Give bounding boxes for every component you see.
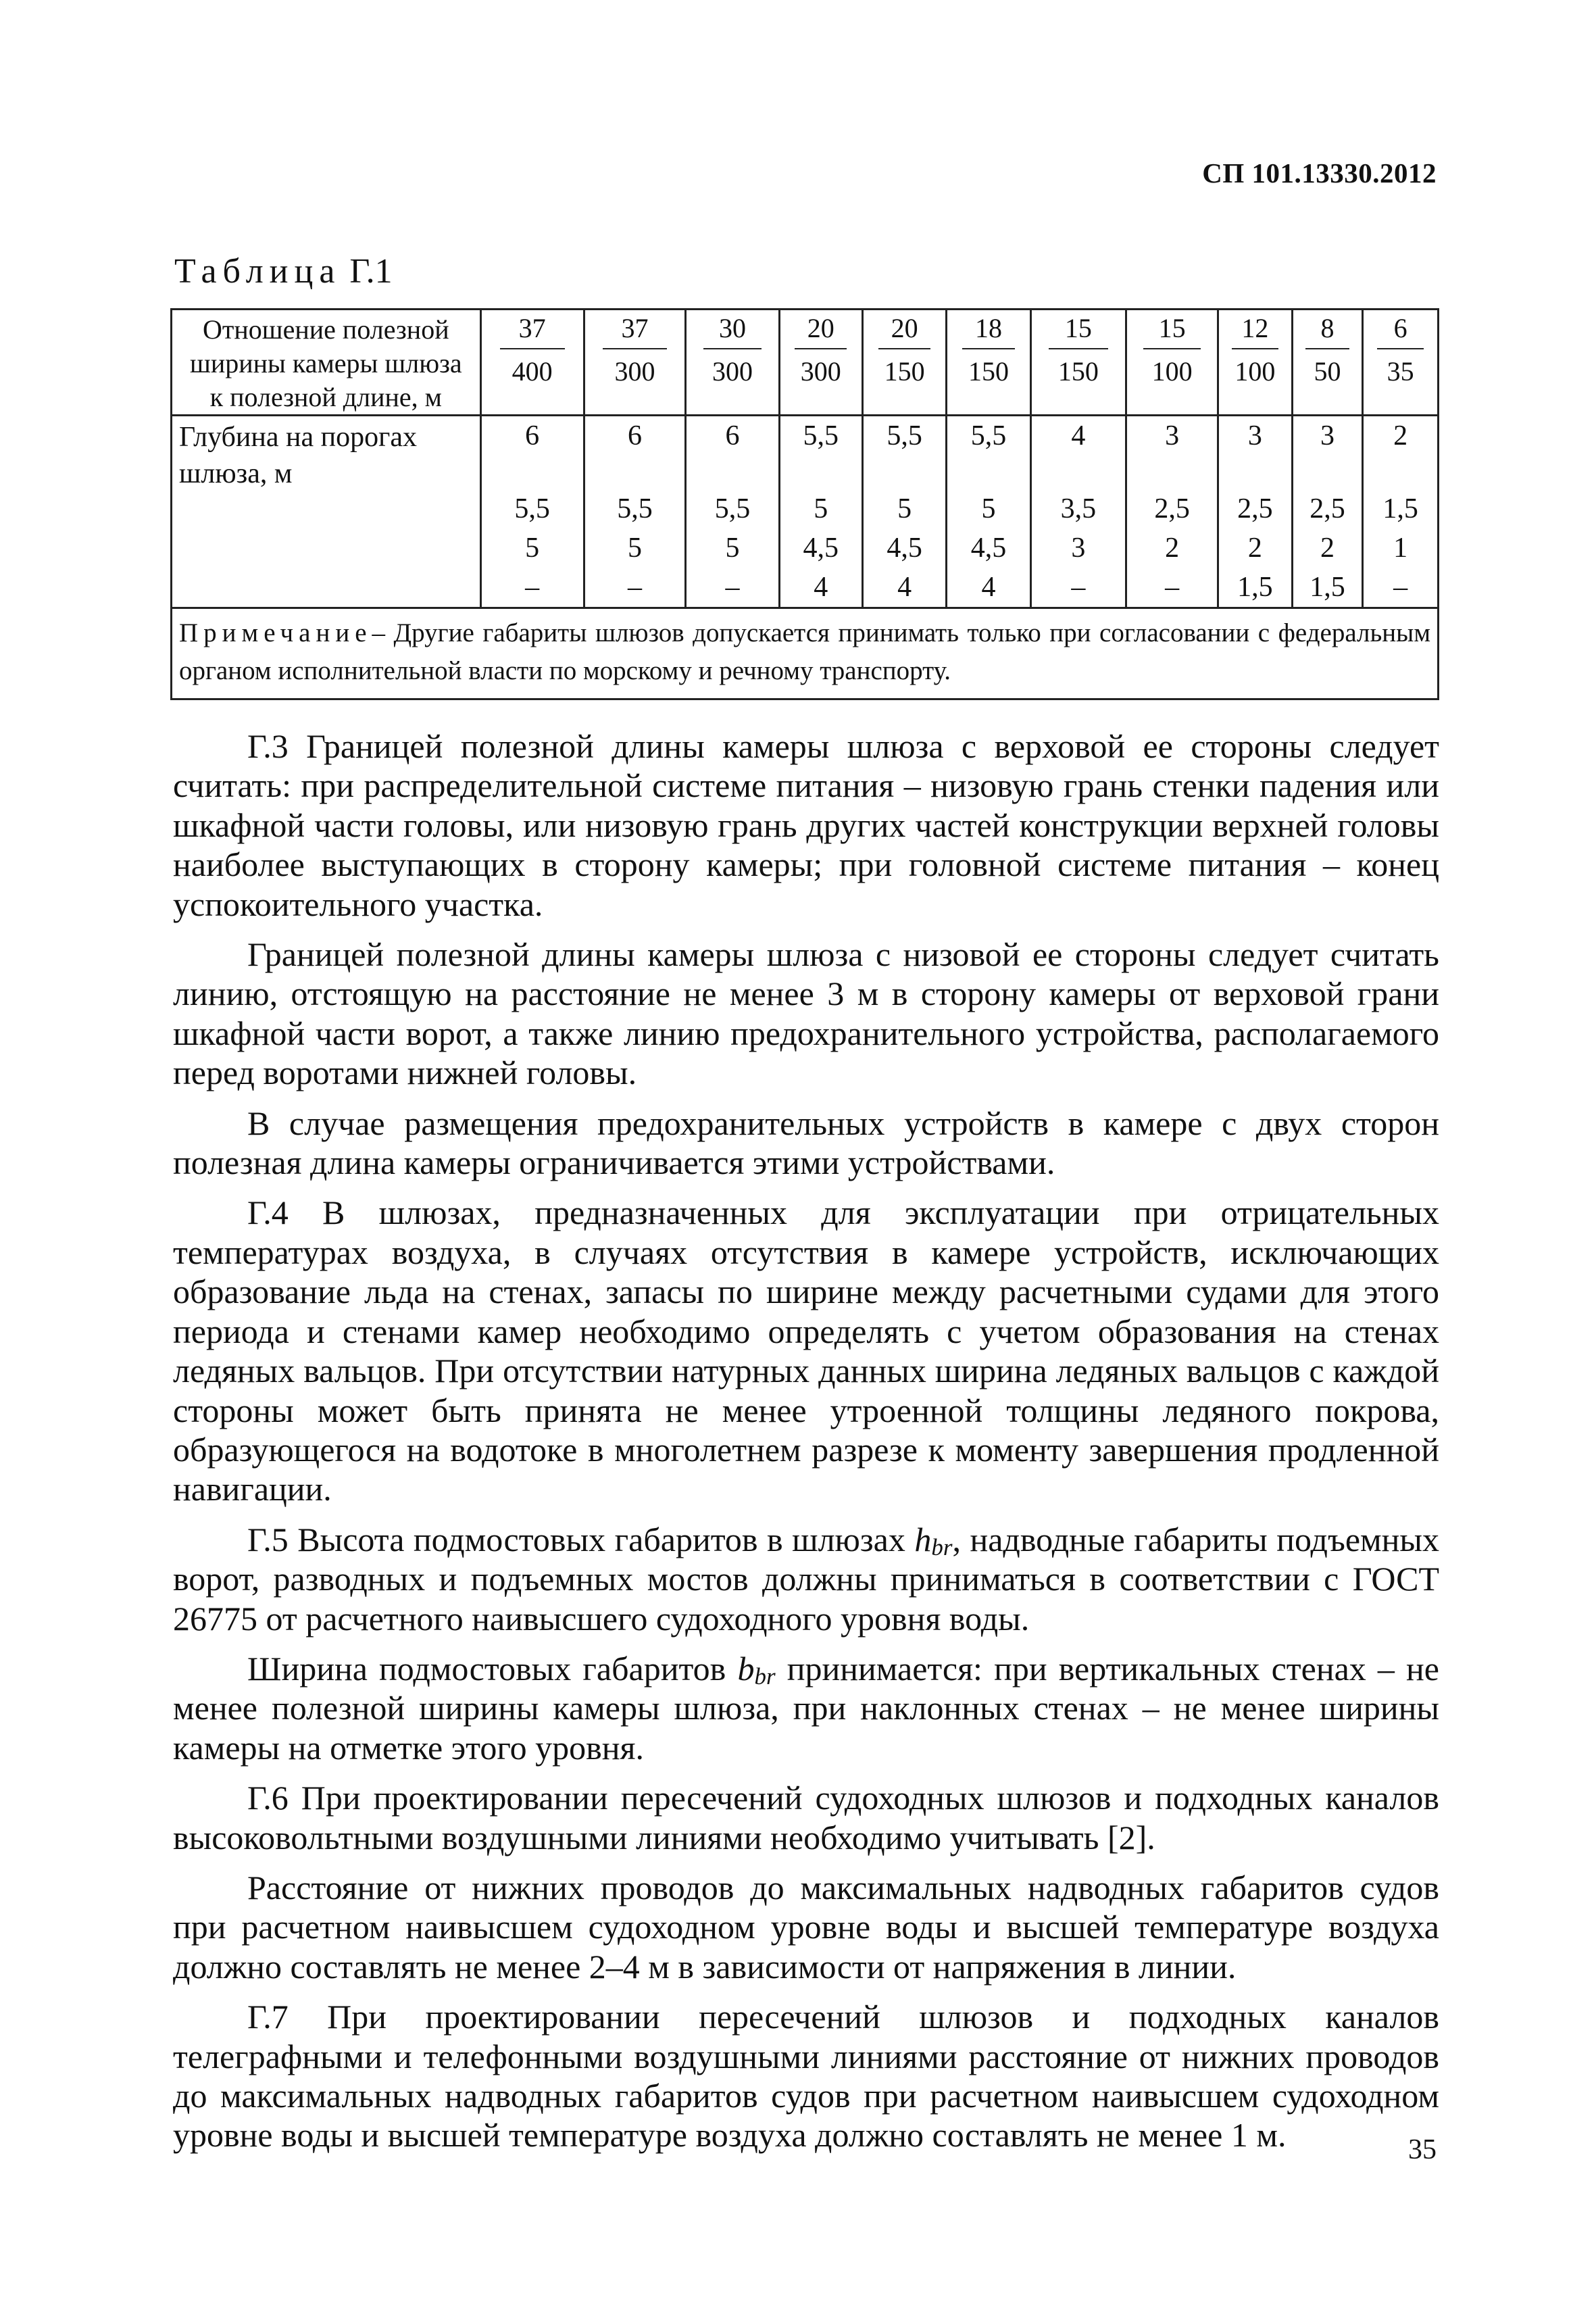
symbol-b: b (737, 1649, 755, 1688)
depth-cell (1363, 416, 1439, 608)
depth-cell (1126, 416, 1218, 608)
ratio-cell (480, 310, 584, 416)
ratio-width: 12 (1241, 313, 1269, 343)
depth-value: 5 (814, 493, 828, 524)
paragraph-g6: Г.6 При проектировании пересечений судоходных шлюзов и подходных каналов высоковольтными воздушными линиями необходимо учитывать [2]. (173, 1779, 1439, 1856)
ratio-length: 50 (1314, 356, 1341, 387)
paragraph-g5 (173, 1520, 1439, 1638)
ratio-length: 150 (1057, 356, 1099, 387)
ratio-width: 20 (807, 313, 834, 343)
depth-value: 5,5 (514, 493, 550, 524)
table-row-ratio (172, 310, 1439, 416)
depth-cell (1292, 416, 1362, 608)
ratio-header-line: к полезной длине, м (209, 382, 442, 412)
depth-value: 5 (525, 533, 540, 564)
depth-value: – (525, 572, 540, 603)
paragraph-g4: Г.4 В шлюзах, предназначенных для эксплуатации при отрицательных температурах воздуха, в случаях отсутствия в камере устройств, исключающих образование льда на стенах, запасы по ширине между расчетными судами для этого периода и стенами камер необходимо определять с учетом образования на стенах ледяных вальцов. При отсутствии натурных данных ширина ледяных вальцов с каждой стороны может быть принята не менее утроенной толщины ледяного покрова, образующегося на водотоке в многолетнем разрезе к моменту завершения продленной навигации. (173, 1193, 1439, 1508)
depth-cell (1030, 416, 1126, 608)
ratio-cell (1218, 310, 1293, 416)
depth-value: 4,5 (803, 533, 839, 564)
depth-value: 5 (627, 533, 642, 564)
depth-cell (947, 416, 1030, 608)
table-title (174, 251, 393, 291)
ratio-header-line: ширины камеры шлюза (190, 348, 462, 378)
depth-value: 5,5 (617, 493, 653, 524)
depth-value: 6 (525, 420, 540, 451)
ratio-width: 37 (621, 313, 649, 343)
depth-value: 4 (897, 572, 912, 603)
depth-value: 3 (1165, 420, 1180, 451)
ratio-width: 8 (1320, 313, 1335, 343)
ratio-cell (584, 310, 686, 416)
depth-value: 4 (1071, 420, 1086, 451)
ratio-header-line: Отношение полезной (203, 314, 449, 345)
depth-value: 5,5 (714, 493, 751, 524)
depth-header-line: шлюза, м (179, 458, 293, 489)
note-label: Примечание (179, 618, 372, 647)
depth-header-line: Глубина на порогах (179, 422, 417, 453)
ratio-cell (1030, 310, 1126, 416)
ratio-cell (686, 310, 779, 416)
depth-value: 2,5 (1154, 493, 1190, 524)
depth-value: 3 (1320, 420, 1335, 451)
depth-value: 4,5 (970, 533, 1007, 564)
ratio-cell (1363, 310, 1439, 416)
paragraph: Расстояние от нижних проводов до максимальных надводных габаритов судов при расчетном наивысшем судоходном уровне воды и высшей температуре воздуха должно составлять не менее 2–4 м в зависимости от напряжения в линии. (173, 1868, 1439, 1986)
depth-value: – (1393, 572, 1408, 603)
symbol-h: h (914, 1520, 932, 1558)
depth-cell (584, 416, 686, 608)
depth-value: 5 (897, 493, 912, 524)
ratio-cell (1126, 310, 1218, 416)
depth-value: – (1071, 572, 1086, 603)
table-row-depth (172, 416, 1439, 608)
depth-cell (1218, 416, 1293, 608)
ratio-length: 300 (800, 356, 841, 387)
gabarit-table (170, 308, 1439, 700)
text-run: , надводные габариты подъемных ворот, разводных и подъемных мостов должны приниматься в соответствии с ГОСТ 26775 от расчетного наивысшего судоходного уровня воды. (173, 1520, 1440, 1638)
paragraph: В случае размещения предохранительных устройств в камере с двух сторон полезная длина камеры ограничивается этими устройствами. (173, 1104, 1439, 1182)
symbol-subscript: br (931, 1533, 953, 1560)
depth-value: 5,5 (803, 420, 839, 451)
text-run: принимается: при вертикальных стенах – не менее полезной ширины камеры шлюза, при наклонных стенах – не менее ширины камеры на отметке этого уровня. (173, 1649, 1440, 1767)
depth-cell (480, 416, 584, 608)
depth-value: 1,5 (1310, 572, 1345, 603)
depth-value: 1,5 (1237, 572, 1273, 603)
ratio-length: 150 (968, 356, 1009, 387)
ratio-cell (947, 310, 1030, 416)
depth-value: 3 (1247, 420, 1262, 451)
ratio-length: 35 (1387, 356, 1414, 387)
depth-value: 5 (725, 533, 740, 564)
paragraph (173, 1649, 1439, 1767)
ratio-width: 15 (1064, 313, 1092, 343)
depth-value: 1,5 (1382, 493, 1418, 524)
ratio-header-cell (172, 310, 481, 416)
ratio-width: 37 (518, 313, 546, 343)
ratio-width: 30 (718, 313, 746, 343)
ratio-width: 6 (1393, 313, 1407, 343)
depth-value: 2,5 (1310, 493, 1345, 524)
depth-value: – (1165, 572, 1180, 603)
ratio-cell (862, 310, 946, 416)
text-run: Ширина подмостовых габаритов (247, 1649, 738, 1688)
depth-header-cell (172, 416, 481, 608)
note-text: – Другие габариты шлюзов допускается принимать только при согласовании с федеральным органом исполнительной власти по морскому и речному транспорту. (179, 618, 1430, 685)
document-code: СП 101.13330.2012 (1202, 157, 1437, 189)
depth-value: 6 (725, 420, 740, 451)
symbol-subscript: br (754, 1663, 776, 1690)
depth-cell (779, 416, 862, 608)
ratio-cell (779, 310, 862, 416)
paragraph-g7: Г.7 При проектировании пересечений шлюзов и подходных каналов телеграфными и телефонными воздушными линиями расстояние от нижних проводов до максимальных надводных габаритов судов при расчетном наивысшем судоходном уровне воды и высшей температуре воздуха должно составлять не менее 1 м. (173, 1998, 1439, 2155)
depth-value: 4 (981, 572, 996, 603)
depth-value: 2,5 (1237, 493, 1273, 524)
depth-value: 5,5 (970, 420, 1007, 451)
table-title-number: Г.1 (349, 252, 393, 291)
depth-value: – (627, 572, 642, 603)
body-text (173, 727, 1439, 2155)
depth-value: 4,5 (887, 533, 922, 564)
depth-value: 2 (1165, 533, 1180, 564)
table-row-note (172, 608, 1439, 699)
ratio-width: 20 (891, 313, 918, 343)
ratio-length: 400 (512, 356, 553, 387)
depth-value: 4 (814, 572, 828, 603)
depth-value: 2 (1393, 420, 1408, 451)
depth-value: 2 (1320, 533, 1335, 564)
table-title-word: Таблица (174, 252, 341, 291)
text-run: Г.5 Высота подмостовых габаритов в шлюзах (247, 1520, 915, 1558)
paragraph: Границей полезной длины камеры шлюза с низовой ее стороны следует считать линию, отстоящую на расстояние не менее 3 м в сторону камеры от верховой грани шкафной части ворот, а также линию предохранительного устройства, располагаемого перед воротами нижней головы. (173, 935, 1439, 1092)
depth-cell (686, 416, 779, 608)
depth-value: 3 (1071, 533, 1086, 564)
ratio-length: 300 (712, 356, 753, 387)
depth-value: 5 (981, 493, 996, 524)
ratio-length: 100 (1151, 356, 1193, 387)
page-number: 35 (1408, 2134, 1437, 2165)
depth-value: 5,5 (887, 420, 922, 451)
depth-value: 6 (627, 420, 642, 451)
ratio-length: 150 (884, 356, 925, 387)
ratio-cell (1292, 310, 1362, 416)
ratio-length: 300 (614, 356, 655, 387)
ratio-width: 15 (1158, 313, 1186, 343)
ratio-width: 18 (975, 313, 1003, 343)
table-note (172, 608, 1439, 699)
depth-value: 1 (1393, 533, 1408, 564)
depth-value: 3,5 (1060, 493, 1097, 524)
ratio-length: 100 (1235, 356, 1276, 387)
depth-cell (862, 416, 946, 608)
paragraph-g3: Г.3 Границей полезной длины камеры шлюза с верховой ее стороны следует считать: при распределительной системе питания – низовую грань стенки падения или шкафной части головы, или низовую грань других частей конструкции верхней головы наиболее выступающих в сторону камеры; при головной системе питания – конец успокоительного участка. (173, 727, 1439, 923)
depth-value: – (725, 572, 740, 603)
depth-value: 2 (1247, 533, 1262, 564)
